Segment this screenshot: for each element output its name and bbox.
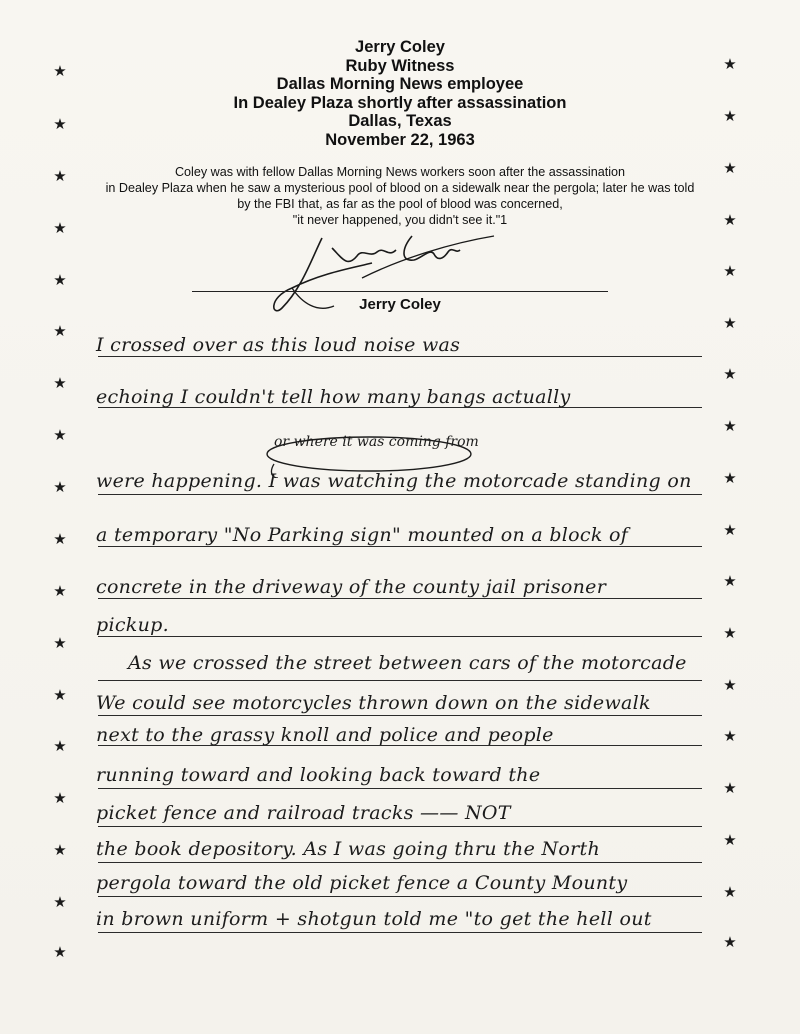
handwritten-line-9: next to the grassy knoll and police and people — [96, 724, 554, 746]
star-icon: ★ — [723, 727, 737, 745]
ruled-line — [98, 715, 702, 716]
handwritten-line-12: the book depository. As I was going thru the North — [96, 838, 600, 860]
star-icon: ★ — [53, 582, 67, 600]
star-icon: ★ — [723, 624, 737, 642]
ruled-line — [98, 494, 702, 495]
handwritten-line-1: I crossed over as this loud noise was — [96, 334, 461, 356]
ruled-line — [98, 598, 702, 599]
star-icon: ★ — [723, 779, 737, 797]
header-location-context: In Dealey Plaza shortly after assassination — [233, 93, 567, 112]
star-icon: ★ — [53, 530, 67, 548]
star-icon: ★ — [723, 314, 737, 332]
star-icon: ★ — [53, 686, 67, 704]
star-icon: ★ — [53, 634, 67, 652]
star-icon: ★ — [723, 933, 737, 951]
star-icon: ★ — [723, 572, 737, 590]
star-icon: ★ — [723, 55, 737, 73]
handwritten-line-8: We could see motorcycles thrown down on the sidewalk — [96, 692, 651, 714]
handwritten-line-14: in brown uniform + shotgun told me "to get the hell out — [96, 908, 652, 930]
star-icon: ★ — [53, 737, 67, 755]
printed-signature-name: Jerry Coley — [359, 296, 441, 313]
header-role: Ruby Witness — [345, 56, 455, 75]
summary-line-4: "it never happened, you didn't see it."1 — [292, 213, 508, 227]
star-icon: ★ — [53, 62, 67, 80]
ruled-line — [98, 788, 702, 789]
star-icon: ★ — [723, 883, 737, 901]
handwritten-line-6: pickup. — [96, 614, 169, 636]
summary-line-3: by the FBI that, as far as the pool of blood was concerned, — [237, 197, 563, 211]
ruled-line — [98, 680, 702, 681]
ruled-line — [98, 826, 702, 827]
ruled-line — [98, 546, 702, 547]
star-icon: ★ — [723, 107, 737, 125]
summary-line-2: in Dealey Plaza when he saw a mysterious pool of blood on a sidewalk near the pergola; later he was told — [105, 181, 695, 195]
handwritten-line-11: picket fence and railroad tracks —— NOT — [96, 802, 511, 824]
star-icon: ★ — [723, 159, 737, 177]
star-icon: ★ — [53, 271, 67, 289]
star-icon: ★ — [723, 417, 737, 435]
handwritten-line-5: concrete in the driveway of the county jail prisoner — [96, 576, 607, 598]
star-icon: ★ — [53, 478, 67, 496]
header-name: Jerry Coley — [355, 38, 445, 56]
star-icon: ★ — [53, 841, 67, 859]
handwritten-line-3: were happening. I was watching the motorcade standing on — [96, 470, 692, 492]
star-icon: ★ — [53, 322, 67, 340]
star-icon: ★ — [723, 831, 737, 849]
star-icon: ★ — [53, 374, 67, 392]
star-icon: ★ — [53, 893, 67, 911]
star-icon: ★ — [53, 426, 67, 444]
star-icon: ★ — [723, 521, 737, 539]
handwritten-line-10: running toward and looking back toward the — [96, 764, 541, 786]
header-employer: Dallas Morning News employee — [276, 75, 524, 93]
ruled-line — [98, 356, 702, 357]
handwritten-line-13: pergola toward the old picket fence a County Mounty — [96, 872, 628, 894]
star-icon: ★ — [723, 365, 737, 383]
star-icon: ★ — [723, 469, 737, 487]
handwritten-insertion: or where it was coming from — [274, 434, 479, 450]
star-icon: ★ — [53, 219, 67, 237]
summary-line-1: Coley was with fellow Dallas Morning News workers soon after the assassination — [174, 165, 626, 179]
ruled-line — [98, 932, 702, 933]
star-icon: ★ — [723, 676, 737, 694]
header-block — [0, 38, 800, 149]
ruled-line — [98, 896, 702, 897]
star-icon: ★ — [723, 262, 737, 280]
left-star-border — [52, 0, 72, 1034]
handwritten-line-4: a temporary "No Parking sign" mounted on a block of — [96, 524, 629, 546]
header-date: November 22, 1963 — [325, 130, 475, 149]
signature-line — [192, 291, 608, 292]
handwritten-line-7: As we crossed the street between cars of the motorcade — [128, 652, 687, 674]
ruled-line — [98, 862, 702, 863]
header-city: Dallas, Texas — [348, 112, 452, 130]
star-icon: ★ — [723, 211, 737, 229]
star-icon: ★ — [53, 167, 67, 185]
right-star-border — [722, 0, 742, 1034]
star-icon: ★ — [53, 789, 67, 807]
ruled-line — [98, 636, 702, 637]
handwritten-line-2: echoing I couldn't tell how many bangs actually — [96, 386, 571, 408]
star-icon: ★ — [53, 943, 67, 961]
star-icon: ★ — [53, 115, 67, 133]
